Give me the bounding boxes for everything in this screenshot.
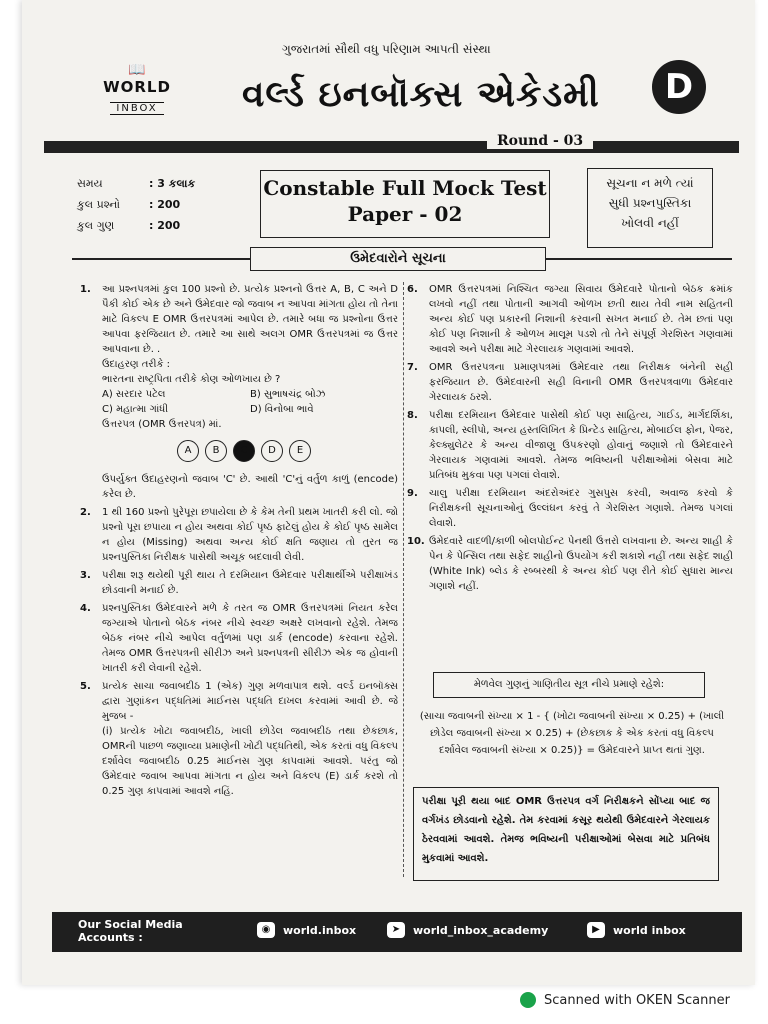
- example-options: [102, 387, 398, 417]
- example-note: ઉપર્યુક્ત ઉદાહરણનો જવાબ 'C' છે. આથી 'C'નું વર્તુળ કાળું (encode) કરેલ છે.: [102, 474, 398, 500]
- instruction-item: [80, 282, 398, 502]
- section-title: ઉમેદવારોને સૂચના: [250, 247, 546, 271]
- item-text: ઉમેદવારે વાદળી/કાળી બોલપોઈન્ટ પેનથી ઉત્તરો લખવાના છે. અન્ય શાહી કે પેન કે પેન્સિલ તથા સફેદ શાહીનો ઉપયોગ કરી શકાશે નહીં તથા સફેદ શાહી (White Ink) બ્લેડ કે રબ્બરથી કે અન્ય કોઈ પણ રીતે કોઈ સુધારા માન્ય ગણાશે નહીં.: [429, 536, 733, 592]
- bubble-d: D: [261, 440, 283, 462]
- notice-line: સુધી પ્રશ્નપુસ્તિકા: [608, 196, 692, 210]
- world-inbox-logo: [92, 62, 182, 128]
- item-number: 2.: [80, 507, 91, 518]
- social-label-line1: Our Social Media: [78, 918, 183, 931]
- logo-line2: INBOX: [110, 102, 163, 115]
- telegram-link[interactable]: [387, 922, 548, 938]
- option-c: C) મહાત્મા ગાંધી: [102, 404, 169, 415]
- item-text: ચાલુ પરીક્ષા દરમિયાન અંદરોઅંદર ગુસપુસ કરવી, અવાજ કરવો કે નિરીક્ષકની સૂચનાઓનું ઉલ્લંઘન કરવું તે ગેરશિસ્ત ગણાશે. તેમજ પગલાં લેવાશે.: [429, 488, 733, 529]
- instruction-item: [80, 601, 398, 676]
- example-label: ઉદાહરણ તરીકે :: [102, 359, 171, 370]
- book-icon: 📖: [128, 62, 146, 78]
- tagline: ગુજરાતમાં સૌથી વધુ પરિણામ આપતી સંસ્થા: [282, 42, 491, 56]
- item-text: OMR ઉત્તરપત્રના પ્રમાણપત્રમાં ઉમેદવાર તથા નિરીક્ષક બંનેની સહી ફરજિયાત છે. ઉમેદવારની સહી વિનાની OMR ઉત્તરપત્રવાળા ઉમેદવાર ગેરલાયક ઠરશે.: [429, 362, 733, 403]
- meta-value: : 200: [149, 198, 181, 211]
- item-number: 8.: [407, 410, 418, 421]
- item-number: 3.: [80, 570, 91, 581]
- social-label: [78, 918, 183, 944]
- scanner-logo-icon: [520, 992, 536, 1008]
- social-label-line2: Accounts :: [78, 931, 143, 944]
- test-title-box: [260, 170, 550, 238]
- omr-bubbles: [177, 440, 398, 462]
- item-text: પરીક્ષા દરમિયાન ઉમેદવાર પાસેથી કોઈ પણ સાહિત્ય, ગાઈડ, માર્ગદર્શિકા, કાપલી, સ્લીપો, અન્ય હસ્તલિખિત કે પ્રિન્ટેડ સાહિત્ય, મોબાઈલ ફોન, પેજર, કેલ્ક્યુલેટર કે અન્ય વીજાણુ ઉપકરણો હોવાનું જણાશે તો ઉમેદવારને ગેરલાયક ગણવામાં આવશે. તેમજ ભવિષ્યની પરીક્ષાઓમાં બેસવા માટે પ્રતિબંધ મુકવા પણ પગલાં લેવાશે.: [429, 410, 733, 481]
- instruction-item: [407, 408, 733, 483]
- meta-value: : 3 કલાક: [149, 177, 196, 190]
- item-text: પ્રશ્નપુસ્તિકા ઉમેદવારને મળે કે તરત જ OMR ઉત્તરપત્રમાં નિયત કરેલ જગ્યાએ પોતાનો બેઠક નંબર નીચે સ્વચ્છ અક્ષરે લખવાનો રહેશે. તેમજ બેઠક નંબર નીચે આપેલ વર્તુળમાં પણ ડાર્ક (encode) કરવાના રહેશે. તેમજ OMR ઉત્તરપત્રની સીરીઝ અને પ્રશ્નપત્રની સીરીઝ એક જ હોવાની ખાતરી કરી લેવાની રહેશે.: [102, 603, 398, 674]
- social-footer: [52, 912, 742, 952]
- meta-key: કુલ પ્રશ્નો: [77, 198, 121, 211]
- scanner-text: Scanned with OKEN Scanner: [544, 992, 730, 1008]
- instruction-item: [80, 679, 398, 799]
- logo-line1: WORLD: [103, 78, 171, 96]
- instruction-item: [407, 360, 733, 405]
- item-subtext: (i) પ્રત્યેક ખોટા જવાબદીઠ, ખાલી છોડેલ જવાબદીઠ તથા છેકછાક, OMRની પાછળ જણાવ્યા પ્રમાણેની ખોટી પદ્ધતિથી, એક કરતાં વધુ વિકલ્પ દર્શાવેલ જવાબદીઠ 0.25 માઈનસ ગુણ કાપવામાં આવશે. પરંતુ જો ઉમેદવાર જવાબ આપવા માંગતા ન હોય અને વિકલ્પ (E) ડાર્ક કરશે તો 0.25 ગુણ કાપવામાં આવશે નહિં.: [102, 726, 398, 797]
- exam-meta: [77, 173, 195, 236]
- option-a: A) સરદાર પટેલ: [102, 389, 166, 400]
- option-b: B) સુભાષચંદ્ર બોઝ: [250, 389, 326, 400]
- item-text: 1 થી 160 પ્રશ્નો પુરેપૂરા છપાયેલા છે કે કેમ તેની પ્રથમ ખાતરી કરી લો. જો પ્રશ્નો પૂરા છપાયા ન હોય અથવા કોઈ પૃષ્ઠ ફાટેલું હોય કે કોઈ પૃષ્ઠ સામેલ ન હોય (Missing) અથવા અન્ય કોઈ ક્ષતિ જણાય તો તુરત જ પ્રશ્નપુસ્તિકા નિરીક્ષક પાસેથી અચૂક બદલાવી લેવી.: [102, 507, 398, 563]
- instagram-handle: world.inbox: [283, 923, 357, 937]
- item-number: 5.: [80, 681, 91, 692]
- bubble-a: A: [177, 440, 199, 462]
- bubble-e: E: [289, 440, 311, 462]
- youtube-handle: world inbox: [613, 923, 686, 937]
- notice-box: [587, 168, 713, 248]
- item-number: 1.: [80, 284, 91, 295]
- column-divider: [403, 282, 404, 877]
- notice-line: ખોલવી નહીં: [621, 216, 679, 230]
- item-text: OMR ઉત્તરપત્રમાં નિશ્ચિત જગ્યા સિવાય ઉમેદવારે પોતાનો બેઠક ક્રમાંક લખવો નહીં તથા પોતાની આગવી ઓળખ છતી થાય તેવી નામ સહિતની અન્ય કોઈ પણ પ્રકારની નિશાની કરવાની સખત મનાઈ છે. તેમ છતાં પણ કોઈ પણ નિશાની કે ઓળખ માલૂમ પડશે તો તેને સંપૂર્ણ ગેરશિસ્ત ગણવામાં આવશે અને પરીક્ષા માટે ગેરલાયક ગણવામાં આવશે.: [429, 284, 733, 355]
- final-note-box: પરીક્ષા પૂરી થયા બાદ OMR ઉત્તરપત્ર વર્ગ નિરીક્ષકને સોંપ્યા બાદ જ વર્ગખંડ છોડવાનો રહેશે. તેમ કરવામાં કસૂર થયેથી ઉમેદવારને ગેરલાયક ઠેરવવામાં આવશે. તેમજ ભવિષ્યની પરીક્ષાઓમાં બેસવા માટે પ્રતિબંધ મુકવામાં આવશે.: [413, 787, 719, 881]
- telegram-icon: ➤: [387, 922, 405, 938]
- youtube-icon: ▶: [587, 922, 605, 938]
- round-bar: [44, 141, 739, 153]
- scanner-watermark: [520, 992, 730, 1008]
- instructions-right-column: [407, 282, 733, 597]
- formula-text: (સાચા જવાબની સંખ્યા × 1 - { (ખોટા જવાબની સંખ્યા × 0.25) + (ખાલી છોડેલ જવાબની સંખ્યા × 0.25) + (છેકછાક કે એક કરતાં વધુ વિકલ્પ દર્શાવેલ જવાબની સંખ્યા × 0.25)} = ઉમેદવારને પ્રાપ્ત થતાં ગુણ.: [419, 711, 725, 756]
- answer-label: ઉત્તરપત્ર (OMR ઉત્તરપત્ર) માં.: [102, 419, 222, 430]
- bubble-c-filled: C: [233, 440, 255, 462]
- notice-line: સૂચના ન મળે ત્યાં: [606, 176, 694, 190]
- instruction-item: [407, 282, 733, 357]
- meta-value: : 200: [149, 219, 181, 232]
- item-number: 7.: [407, 362, 418, 373]
- youtube-link[interactable]: [587, 922, 686, 938]
- example-question: ભારતના રાષ્ટ્રપિતા તરીકે કોણ ઓળખાય છે ?: [102, 374, 281, 385]
- instagram-link[interactable]: [257, 922, 356, 938]
- bubble-b: B: [205, 440, 227, 462]
- set-badge: D: [652, 60, 706, 114]
- instruction-item: [407, 534, 733, 594]
- option-d: D) વિનોબા ભાવે: [250, 404, 314, 415]
- item-number: 4.: [80, 603, 91, 614]
- paper-number: Paper - 02: [347, 202, 463, 226]
- meta-key: કુલ ગુણ: [77, 219, 115, 232]
- round-label: Round - 03: [487, 133, 593, 149]
- instruction-item: [407, 486, 733, 531]
- item-number: 6.: [407, 284, 418, 295]
- instructions-left-column: [80, 282, 398, 802]
- telegram-handle: world_inbox_academy: [413, 923, 549, 937]
- test-title: Constable Full Mock Test: [263, 176, 547, 200]
- instruction-item: [80, 505, 398, 565]
- instagram-icon: ◉: [257, 922, 275, 938]
- item-text: પ્રત્યેક સાચા જવાબદીઠ 1 (એક) ગુણ મળવાપાત્ર થશે. વર્લ્ડ ઇનબૉક્સ દ્વારા ગુણાંકન પદ્ધતિમાં માઈનસ પદ્ધતિ દાખલ કરવામાં આવી છે. જે મુજબ -: [102, 681, 398, 722]
- item-number: 9.: [407, 488, 418, 499]
- item-text: આ પ્રશ્નપત્રમાં કુલ 100 પ્રશ્નો છે. પ્રત્યેક પ્રશ્નનો ઉત્તર A, B, C અને D પૈકી કોઈ એક છે અને ઉમેદવાર જો જવાબ ન આપવા માંગતા હોય તો તેના માટે વિકલ્પ E OMR ઉત્તરપત્રમાં આપેલ છે. તમારે બધા જ પ્રશ્નોના ઉત્તર આપવા ફરજિયાત છે. તમારે આ સાથે અલગ OMR ઉત્તરપત્રમાં જ ઉત્તર આપવાના છે. .: [102, 284, 398, 355]
- document-page: [22, 0, 755, 985]
- item-number: 10.: [407, 536, 425, 547]
- instruction-item: [80, 568, 398, 598]
- item-text: પરીક્ષા શરૂ થયેથી પૂરી થાય તે દરમિયાન ઉમેદવાર પરીક્ષાર્થીએ પરીક્ષાખંડ છોડવાની મનાઈ છે.: [102, 570, 398, 596]
- formula-title-box: મેળવેલ ગુણનું ગાણિતીય સૂત્ર નીચે પ્રમાણે રહેશે:: [433, 672, 705, 698]
- meta-key: સમય: [77, 177, 103, 190]
- academy-name: વર્લ્ડ ઇનબૉક્સ એકેડમી: [242, 74, 600, 115]
